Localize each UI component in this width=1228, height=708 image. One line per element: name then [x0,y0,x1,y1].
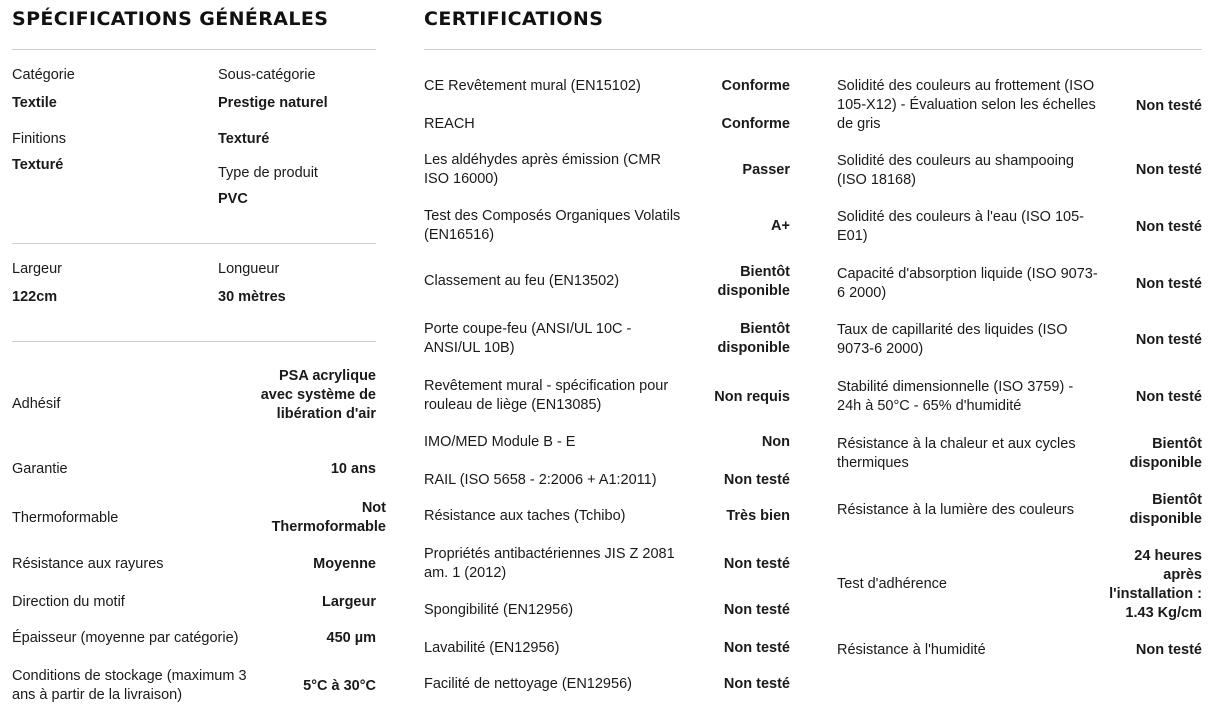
cert-label: Solidité des couleurs à l'eau (ISO 105-E01) [837,209,1084,244]
cert-label: Résistance à l'humidité [837,642,986,658]
cert-value: Bientôt disponible [1129,436,1202,471]
cert-label: Lavabilité (EN12956) [424,640,560,656]
cert-label: Spongibilité (EN12956) [424,602,574,618]
divider [12,243,376,244]
spec-label: Adhésif [12,396,61,412]
cert-label: Les aldéhydes après émission (CMR ISO 16000) [424,152,661,187]
categorie-value: Textile [12,95,57,111]
cert-label: IMO/MED Module B - E [424,434,576,450]
cert-value: Non testé [1135,98,1202,114]
cert-label: REACH [424,116,475,132]
spec-label: Résistance aux rayures [12,556,164,572]
type-produit-value: PVC [218,191,248,207]
cert-label: Capacité d'absorption liquide (ISO 9073-6 2000) [837,266,1098,301]
categorie-label: Catégorie [12,67,75,83]
cert-label: Stabilité dimensionnelle (ISO 3759) - 24h à 50°C - 65% d'humidité [837,379,1074,414]
souscategorie-value: Prestige naturel [218,95,328,111]
finitions-label: Finitions [12,131,66,147]
cert-label: Solidité des couleurs au frottement (ISO 105-X12) - Évaluation selon les échelles de gris [837,78,1096,132]
finitions-value-2: Texturé [12,157,64,173]
cert-value: A+ [771,218,790,234]
spec-value: PSA acrylique avec système de libération d'air [260,368,376,422]
spec-value: Not Thermoformable [271,500,386,535]
cert-value: Passer [742,162,790,178]
cert-value: Conforme [721,78,790,94]
cert-label: Résistance à la lumière des couleurs [837,502,1074,518]
spec-label: Garantie [12,461,68,477]
cert-label: Test d'adhérence [837,576,947,592]
spec-label: Direction du motif [12,594,125,610]
cert-label: Test des Composés Organiques Volatils (EN16516) [424,208,681,243]
largeur-label: Largeur [12,261,62,277]
cert-label: Propriétés antibactériennes JIS Z 2081 am. 1 (2012) [424,546,675,581]
cert-label: Résistance aux taches (Tchibo) [424,508,626,524]
cert-label: RAIL (ISO 5658 - 2:2006 + A1:2011) [424,472,657,488]
cert-label: Classement au feu (EN13502) [424,273,620,289]
longueur-value: 30 mètres [218,289,286,305]
cert-value: Non testé [723,640,790,656]
finitions-value: Texturé [218,131,270,147]
cert-label: Solidité des couleurs au shampooing (ISO 18168) [837,153,1074,188]
cert-value: Non testé [1135,389,1202,405]
cert-value: Non testé [1135,219,1202,235]
cert-value: Non [761,434,790,450]
general-specs-heading: SPÉCIFICATIONS GÉNÉRALES [12,8,329,30]
spec-value: 450 µm [326,630,376,646]
divider [12,341,376,342]
type-produit-label: Type de produit [218,165,318,181]
cert-value: Non testé [723,472,790,488]
spec-value: Moyenne [313,556,376,572]
cert-value: Non testé [1135,276,1202,292]
cert-value: Non testé [723,602,790,618]
cert-value: Bientôt disponible [1129,492,1202,527]
spec-label: Épaisseur (moyenne par catégorie) [12,630,239,646]
cert-value: Très bien [726,508,790,524]
cert-value: Non testé [1135,332,1202,348]
cert-value: Conforme [721,116,790,132]
largeur-value: 122cm [12,289,58,305]
longueur-label: Longueur [218,261,280,277]
cert-value: Non requis [714,389,790,405]
spec-value: Largeur [322,594,376,610]
cert-label: CE Revêtement mural (EN15102) [424,78,641,94]
cert-value: Bientôt disponible [717,264,790,299]
divider [12,49,376,50]
spec-value: 5°C à 30°C [303,678,376,694]
spec-value: 10 ans [330,461,376,477]
cert-value: 24 heures après l'installation : 1.43 Kg/cm [1109,548,1202,621]
cert-label: Porte coupe-feu (ANSI/UL 10C - ANSI/UL 10B) [424,321,632,356]
cert-value: Non testé [723,676,790,692]
cert-value: Non testé [723,556,790,572]
cert-label: Résistance à la chaleur et aux cycles thermiques [837,436,1076,471]
spec-label: Thermoformable [12,510,119,526]
cert-label: Revêtement mural - spécification pour rouleau de liège (EN13085) [424,378,669,413]
spec-label: Conditions de stockage (maximum 3 ans à partir de la livraison) [12,668,247,703]
cert-label: Taux de capillarité des liquides (ISO 9073-6 2000) [837,322,1068,357]
divider [424,49,1202,50]
cert-label: Facilité de nettoyage (EN12956) [424,676,632,692]
cert-value: Non testé [1135,162,1202,178]
souscategorie-label: Sous-catégorie [218,67,316,83]
certifications-heading: CERTIFICATIONS [424,8,604,30]
cert-value: Non testé [1135,642,1202,658]
cert-value: Bientôt disponible [717,321,790,356]
